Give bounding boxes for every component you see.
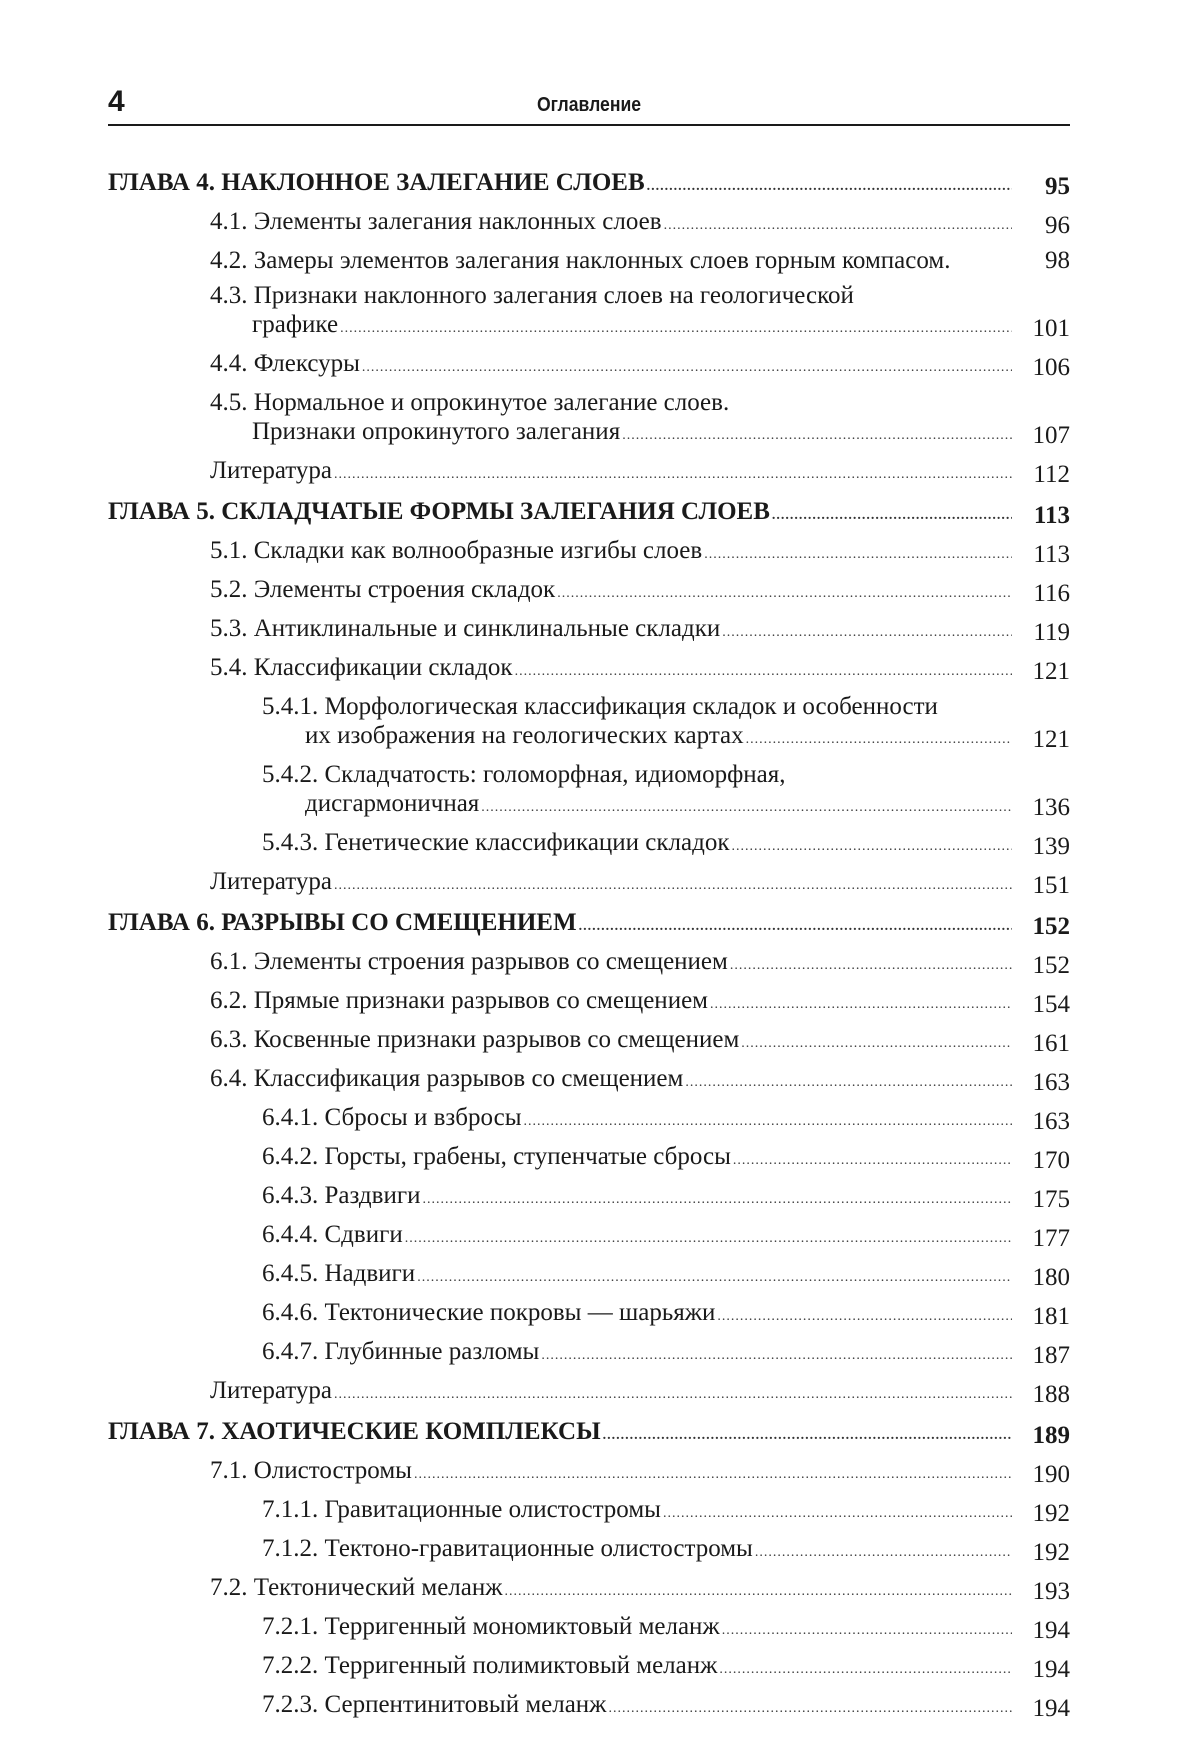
toc-page-number: 107 — [1032, 422, 1070, 449]
toc-page-number: 139 — [1032, 833, 1070, 860]
toc-section-entry — [108, 986, 1070, 1019]
toc-page-number: 121 — [1032, 658, 1070, 685]
toc-subsection-entry — [108, 1495, 1070, 1528]
toc-page-number: 113 — [1033, 541, 1070, 568]
toc-entry-title: 6.4.2. Горсты, грабены, ступенчатые сбросы — [262, 1143, 731, 1170]
toc-entry-title: 7.2. Тектонический меланж — [210, 1574, 503, 1601]
toc-entry-title: 7.2.2. Терригенный полимиктовый меланж — [262, 1652, 718, 1679]
toc-page-number: 161 — [1032, 1030, 1070, 1057]
toc-entry-title: 5.1. Складки как волнообразные изгибы слоев — [210, 537, 703, 564]
toc-page-number: 106 — [1032, 354, 1070, 381]
dot-leader — [334, 1380, 1012, 1409]
toc-page-number: 119 — [1033, 619, 1070, 646]
toc-page-number: 98 — [1045, 247, 1070, 274]
toc-entry-title: 7.1.1. Гравитационные олистостромы — [262, 1496, 661, 1523]
toc-page-number: 175 — [1032, 1186, 1070, 1213]
toc-entry-title: Признаки опрокинутого залегания — [252, 418, 621, 445]
toc-page-number: 101 — [1032, 315, 1070, 342]
toc-page-number: 163 — [1032, 1069, 1070, 1096]
dot-leader — [422, 1185, 1012, 1214]
toc-entry-title: 4.3. Признаки наклонного залегания слоев на геологической — [210, 282, 854, 309]
toc-entry-title: их изображения на геологических картах — [305, 722, 744, 749]
dot-leader — [664, 211, 1012, 240]
toc-chapter-entry — [108, 497, 1070, 530]
toc-page-number: 177 — [1032, 1225, 1070, 1252]
toc-page-number: 95 — [1045, 173, 1070, 200]
toc-entry-title: 7.1. Олистостромы — [210, 1457, 412, 1484]
toc-page-number: 170 — [1032, 1147, 1070, 1174]
toc-entry-title: Литература — [210, 1377, 332, 1404]
toc-section-entry — [108, 207, 1070, 240]
toc-chapter-entry — [108, 908, 1070, 941]
toc-section-entry — [108, 1376, 1070, 1409]
dot-leader — [685, 1068, 1012, 1097]
dot-leader — [541, 1341, 1012, 1370]
toc-section-entry — [108, 1025, 1070, 1058]
dot-leader — [579, 912, 1012, 941]
toc-section-entry — [108, 867, 1070, 900]
toc-entry-title: ГЛАВА 4. НАКЛОННОЕ ЗАЛЕГАНИЕ СЛОЕВ — [108, 169, 645, 196]
toc-page-number: 163 — [1032, 1108, 1070, 1135]
dot-leader — [731, 832, 1012, 861]
dot-leader — [722, 618, 1012, 647]
dot-leader — [505, 1577, 1012, 1606]
toc-entry-title: 6.4.6. Тектонические покровы — шарьяжи — [262, 1299, 716, 1326]
toc-entry-title: графике — [252, 311, 339, 338]
toc-subsection-entry — [108, 1259, 1070, 1292]
toc-entry-title: 6.1. Элементы строения разрывов со смещением — [210, 948, 728, 975]
toc-section-entry — [108, 536, 1070, 569]
toc-entry-title: 5.4. Классификации складок — [210, 654, 513, 681]
dot-leader — [414, 1460, 1012, 1489]
toc-entry-title: 4.5. Нормальное и опрокинутое залегание слоев. — [210, 389, 730, 416]
dot-leader — [622, 421, 1012, 450]
toc-subsection-entry — [108, 828, 1070, 861]
dot-leader — [481, 793, 1012, 822]
toc-page-number: 187 — [1032, 1342, 1070, 1369]
dot-leader — [733, 1146, 1012, 1175]
toc-entry-title: 5.4.3. Генетические классификации складок — [262, 829, 730, 856]
dot-leader — [710, 990, 1012, 1019]
toc-subsection-entry — [108, 692, 1070, 754]
toc-section-entry — [108, 246, 1070, 275]
toc-entry-title: 4.2. Замеры элементов залегания наклонных слоев горным компасом. — [210, 247, 951, 274]
dot-leader — [730, 951, 1012, 980]
toc-page-number: 154 — [1032, 991, 1070, 1018]
dot-leader — [334, 871, 1012, 900]
toc-section-entry — [108, 1573, 1070, 1606]
toc-page-number: 192 — [1032, 1539, 1070, 1566]
toc-entry-title: ГЛАВА 6. РАЗРЫВЫ СО СМЕЩЕНИЕМ — [108, 909, 577, 936]
toc-entry-title: 7.2.1. Терригенный мономиктовый меланж — [262, 1613, 720, 1640]
toc-subsection-entry — [108, 1337, 1070, 1370]
dot-leader — [717, 1302, 1012, 1331]
toc-section-entry — [108, 947, 1070, 980]
dot-leader — [704, 540, 1012, 569]
dot-leader — [663, 1499, 1012, 1528]
toc-page-number: 180 — [1032, 1264, 1070, 1291]
toc-subsection-entry — [108, 1142, 1070, 1175]
toc-subsection-entry — [108, 1103, 1070, 1136]
dot-leader — [524, 1107, 1012, 1136]
toc-entry-title: 6.4.7. Глубинные разломы — [262, 1338, 540, 1365]
toc-page-number: 181 — [1032, 1303, 1070, 1330]
dot-leader — [755, 1538, 1012, 1567]
toc-page-number: 188 — [1032, 1381, 1070, 1408]
toc-section-entry — [108, 614, 1070, 647]
toc-entry-title: 5.3. Антиклинальные и синклинальные складки — [210, 615, 721, 642]
toc-entry-title: 6.4.4. Сдвиги — [262, 1221, 403, 1248]
toc-entry-title: 5.2. Элементы строения складок — [210, 576, 556, 603]
toc-page-number: 112 — [1033, 461, 1070, 488]
toc-subsection-entry — [108, 1651, 1070, 1684]
table-of-contents — [108, 168, 1070, 1723]
toc-subsection-entry — [108, 1612, 1070, 1645]
page-number: 4 — [108, 85, 125, 118]
toc-section-entry — [108, 349, 1070, 382]
toc-entry-title: 7.1.2. Тектоно-гравитационные олистостромы — [262, 1535, 753, 1562]
toc-page-number: 152 — [1032, 913, 1070, 940]
dot-leader — [405, 1224, 1012, 1253]
toc-subsection-entry — [108, 1181, 1070, 1214]
toc-section-entry — [108, 575, 1070, 608]
toc-chapter-entry — [108, 168, 1070, 201]
toc-entry-title: 4.1. Элементы залегания наклонных слоев — [210, 208, 662, 235]
dot-leader — [719, 1655, 1012, 1684]
toc-subsection-entry — [108, 1534, 1070, 1567]
toc-subsection-entry — [108, 1298, 1070, 1331]
toc-entry-title: 6.4.1. Сбросы и взбросы — [262, 1104, 522, 1131]
toc-page-number: 113 — [1033, 502, 1070, 529]
toc-entry-title: 6.4.3. Раздвиги — [262, 1182, 421, 1209]
toc-section-entry — [108, 1456, 1070, 1489]
toc-entry-title: Литература — [210, 457, 332, 484]
toc-entry-title: дисгармоничная — [305, 790, 480, 817]
toc-section-entry — [108, 456, 1070, 489]
toc-entry-title: 6.3. Косвенные признаки разрывов со смещением — [210, 1026, 740, 1053]
toc-section-entry — [108, 281, 1070, 343]
dot-leader — [515, 657, 1012, 686]
dot-leader — [362, 353, 1012, 382]
running-header — [108, 84, 1070, 126]
running-title: Оглавление — [536, 94, 642, 116]
dot-leader — [603, 1421, 1012, 1450]
dot-leader — [741, 1029, 1012, 1058]
toc-subsection-entry — [108, 760, 1070, 822]
toc-entry-title: Литература — [210, 868, 332, 895]
toc-page-number: 136 — [1032, 794, 1070, 821]
toc-entry-title: ГЛАВА 5. СКЛАДЧАТЫЕ ФОРМЫ ЗАЛЕГАНИЯ СЛОЕВ — [108, 498, 770, 525]
toc-page-number: 194 — [1032, 1656, 1070, 1683]
toc-page-number: 116 — [1033, 580, 1070, 607]
toc-page-number: 96 — [1045, 212, 1070, 239]
toc-entry-title: 7.2.3. Серпентинитовый меланж — [262, 1691, 607, 1718]
toc-page-number: 192 — [1032, 1500, 1070, 1527]
toc-entry-title: 4.4. Флексуры — [210, 350, 360, 377]
toc-page-number: 151 — [1032, 872, 1070, 899]
toc-page-number: 152 — [1032, 952, 1070, 979]
toc-entry-title: 6.4. Классификация разрывов со смещением — [210, 1065, 684, 1092]
toc-page-number: 194 — [1032, 1617, 1070, 1644]
toc-page-number: 194 — [1032, 1695, 1070, 1722]
toc-entry-title: ГЛАВА 7. ХАОТИЧЕСКИЕ КОМПЛЕКСЫ — [108, 1418, 601, 1445]
toc-page-number: 190 — [1032, 1461, 1070, 1488]
toc-entry-title: 6.2. Прямые признаки разрывов со смещением — [210, 987, 708, 1014]
toc-page-number: 193 — [1032, 1578, 1070, 1605]
dot-leader — [340, 314, 1012, 343]
toc-page-number: 121 — [1032, 726, 1070, 753]
toc-section-entry — [108, 1064, 1070, 1097]
toc-subsection-entry — [108, 1690, 1070, 1723]
dot-leader — [334, 460, 1012, 489]
dot-leader — [608, 1694, 1012, 1723]
dot-leader — [772, 501, 1012, 530]
toc-section-entry — [108, 653, 1070, 686]
toc-entry-title: 5.4.2. Складчатость: голоморфная, идиоморфная, — [262, 761, 786, 788]
dot-leader — [722, 1616, 1012, 1645]
dot-leader — [417, 1263, 1012, 1292]
toc-entry-title: 5.4.1. Морфологическая классификация складок и особенности — [262, 693, 938, 720]
toc-subsection-entry — [108, 1220, 1070, 1253]
toc-section-entry — [108, 388, 1070, 450]
dot-leader — [647, 172, 1012, 201]
toc-entry-title: 6.4.5. Надвиги — [262, 1260, 416, 1287]
toc-chapter-entry — [108, 1417, 1070, 1450]
toc-page-number: 189 — [1032, 1422, 1070, 1449]
dot-leader — [746, 725, 1012, 754]
dot-leader — [557, 579, 1012, 608]
